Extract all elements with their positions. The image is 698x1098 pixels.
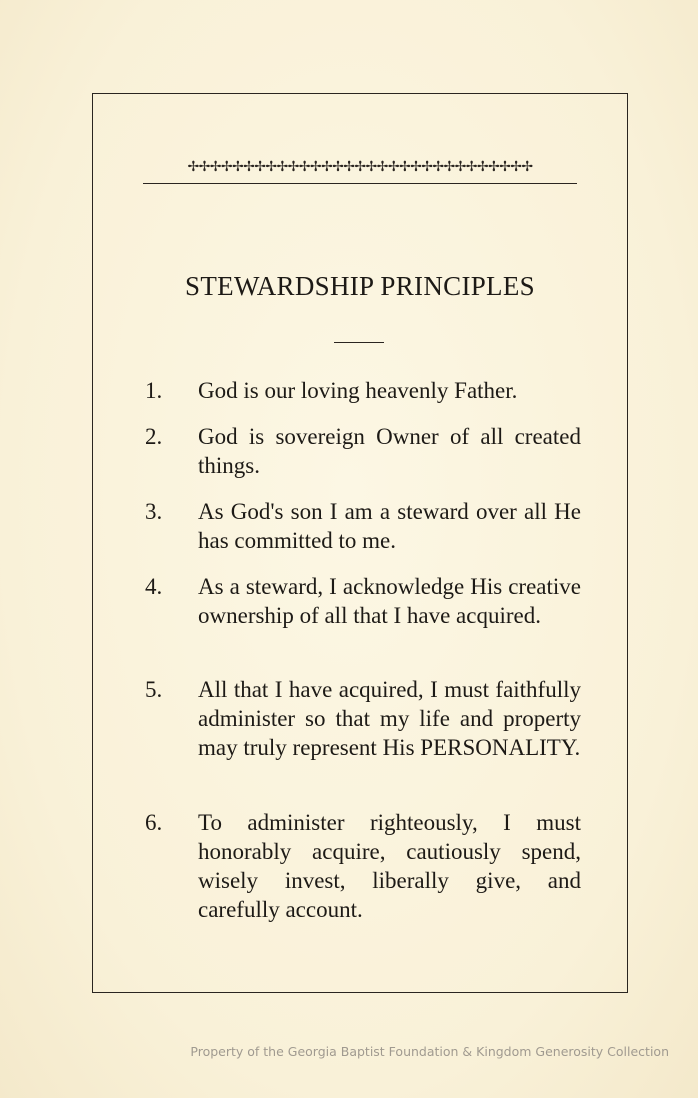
principle-item-3 (145, 497, 581, 555)
ornament-underline-rule (143, 183, 577, 184)
principle-item-4 (145, 572, 581, 630)
principle-text: God is our loving heavenly Father. (198, 378, 518, 403)
principle-number: 5. (145, 677, 163, 702)
principle-number: 3. (145, 499, 163, 524)
principle-number: 2. (145, 424, 163, 449)
principle-text: God is sovereign Owner of all created things. (198, 424, 581, 478)
principle-text: As a steward, I acknowledge His creative ownership of all that I have acquired. (198, 574, 581, 628)
title-divider-rule (334, 342, 384, 343)
principle-text: To administer righteously, I must honorably acquire, cautiously spend, wisely invest, liberally give, and carefully account. (198, 810, 581, 922)
principle-number: 6. (145, 810, 163, 835)
collection-credit-watermark: Property of the Georgia Baptist Foundation & Kingdom Generosity Collection (190, 1044, 669, 1059)
principle-number: 4. (145, 574, 163, 599)
principle-item-5 (145, 675, 581, 762)
decorative-ornament-row: ✢✢✢✢✢✢✢✢✢✢✢✢✢✢✢✢✢✢✢✢✢✢✢✢✢✢✢✢✢✢✢ (187, 159, 533, 175)
principle-number: 1. (145, 378, 163, 403)
principle-text: As God's son I am a steward over all He has committed to me. (198, 499, 581, 553)
document-title: STEWARDSHIP PRINCIPLES (185, 271, 535, 301)
principle-item-2 (145, 422, 581, 480)
principle-item-1 (145, 376, 581, 405)
principle-text: All that I have acquired, I must faithfully administer so that my life and property may truly represent His PERSONALITY. (198, 677, 581, 760)
principle-item-6 (145, 808, 581, 924)
